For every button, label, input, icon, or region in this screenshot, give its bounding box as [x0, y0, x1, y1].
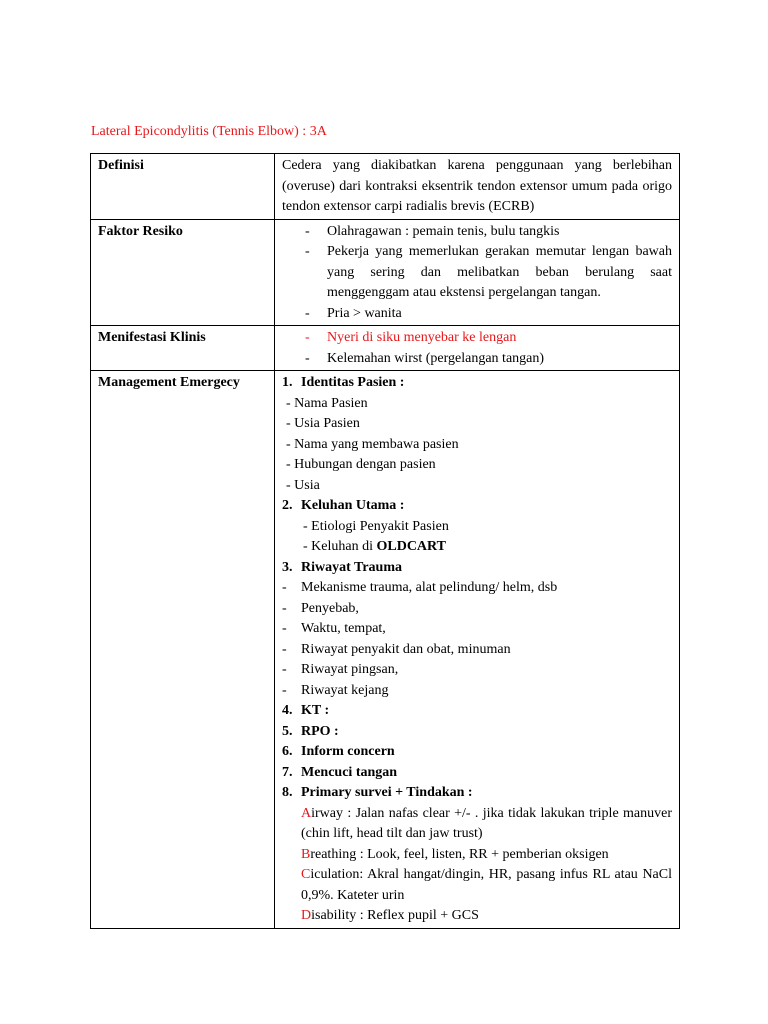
list-item: - Olahragawan : pemain tenis, bulu tangkis [305, 223, 560, 239]
disability-text: Disability : Reflex pupil + GCS [301, 908, 479, 923]
label-manifestasi: Menifestasi Klinis [91, 326, 275, 371]
row-faktor-resiko [91, 219, 680, 326]
label-faktor-resiko: Faktor Resiko [91, 219, 275, 326]
list-item: - Etiologi Penyakit Pasien [303, 518, 449, 534]
section-heading: 2. Keluhan Utama : [282, 498, 405, 513]
label-management: Management Emergecy [91, 371, 275, 929]
circulation-text: Ciculation: Akral hangat/dingin, HR, pasang infus RL atau NaCl 0,9%. Kateter urin [301, 867, 672, 903]
row-management [91, 371, 680, 929]
row-definisi [91, 154, 680, 220]
section-heading: 1. Identitas Pasien : [282, 375, 405, 390]
list-item: - Riwayat kejang [282, 682, 389, 698]
section-heading: 6. Inform concern [282, 744, 395, 759]
document-title: Lateral Epicondylitis (Tennis Elbow) : 3A [91, 124, 327, 139]
section-heading: 5. RPO : [282, 723, 339, 739]
list-item: - Hubungan dengan pasien [286, 457, 436, 472]
value-manifestasi [275, 326, 680, 371]
row-manifestasi [91, 326, 680, 371]
list-item: - Keluhan di OLDCART [303, 539, 446, 554]
value-management [275, 371, 680, 929]
list-item: - Pria > wanita [305, 305, 402, 321]
list-item: - Usia Pasien [286, 416, 360, 431]
list-item: - Nyeri di siku menyebar ke lengan [305, 330, 517, 345]
section-heading: 8. Primary survei + Tindakan : [282, 785, 473, 800]
value-definisi: Cedera yang diakibatkan karena penggunaan yang berlebihan (overuse) dari kontraksi eksentrik tendon extensor umum pada origo tendon extensor carpi radialis brevis (ECRB) [275, 154, 680, 220]
list-item: - Usia [286, 477, 320, 493]
list-item: - Mekanisme trauma, alat pelindung/ helm, dsb [282, 580, 558, 595]
list-item: - Waktu, tempat, [282, 621, 386, 636]
list-item: - Riwayat penyakit dan obat, minuman [282, 641, 511, 657]
list-item: - Kelemahan wirst (pergelangan tangan) [305, 350, 545, 366]
value-faktor-resiko [275, 219, 680, 326]
section-heading: 7. Mencuci tangan [282, 764, 398, 780]
list-item: - Nama yang membawa pasien [286, 436, 459, 452]
airway-text: Airway : Jalan nafas clear +/- . jika tidak lakukan triple manuver (chin lift, head tilt dan jaw trust) [301, 805, 672, 841]
breathing-text: Breathing : Look, feel, listen, RR + pemberian oksigen [301, 846, 609, 862]
list-item: - Nama Pasien [286, 395, 368, 411]
list-item: - Penyebab, [282, 600, 359, 616]
section-heading: 3. Riwayat Trauma [282, 559, 402, 575]
label-definisi: Definisi [91, 154, 275, 220]
section-heading: 4. KT : [282, 703, 330, 718]
list-item: - Pekerja yang memerlukan gerakan memutar lengan bawah yang sering dan melibatkan beban berulang saat menggenggam atau ekstensi pergelangan tangan. [305, 244, 672, 300]
list-item: - Riwayat pingsan, [282, 662, 399, 677]
info-table [90, 153, 680, 929]
